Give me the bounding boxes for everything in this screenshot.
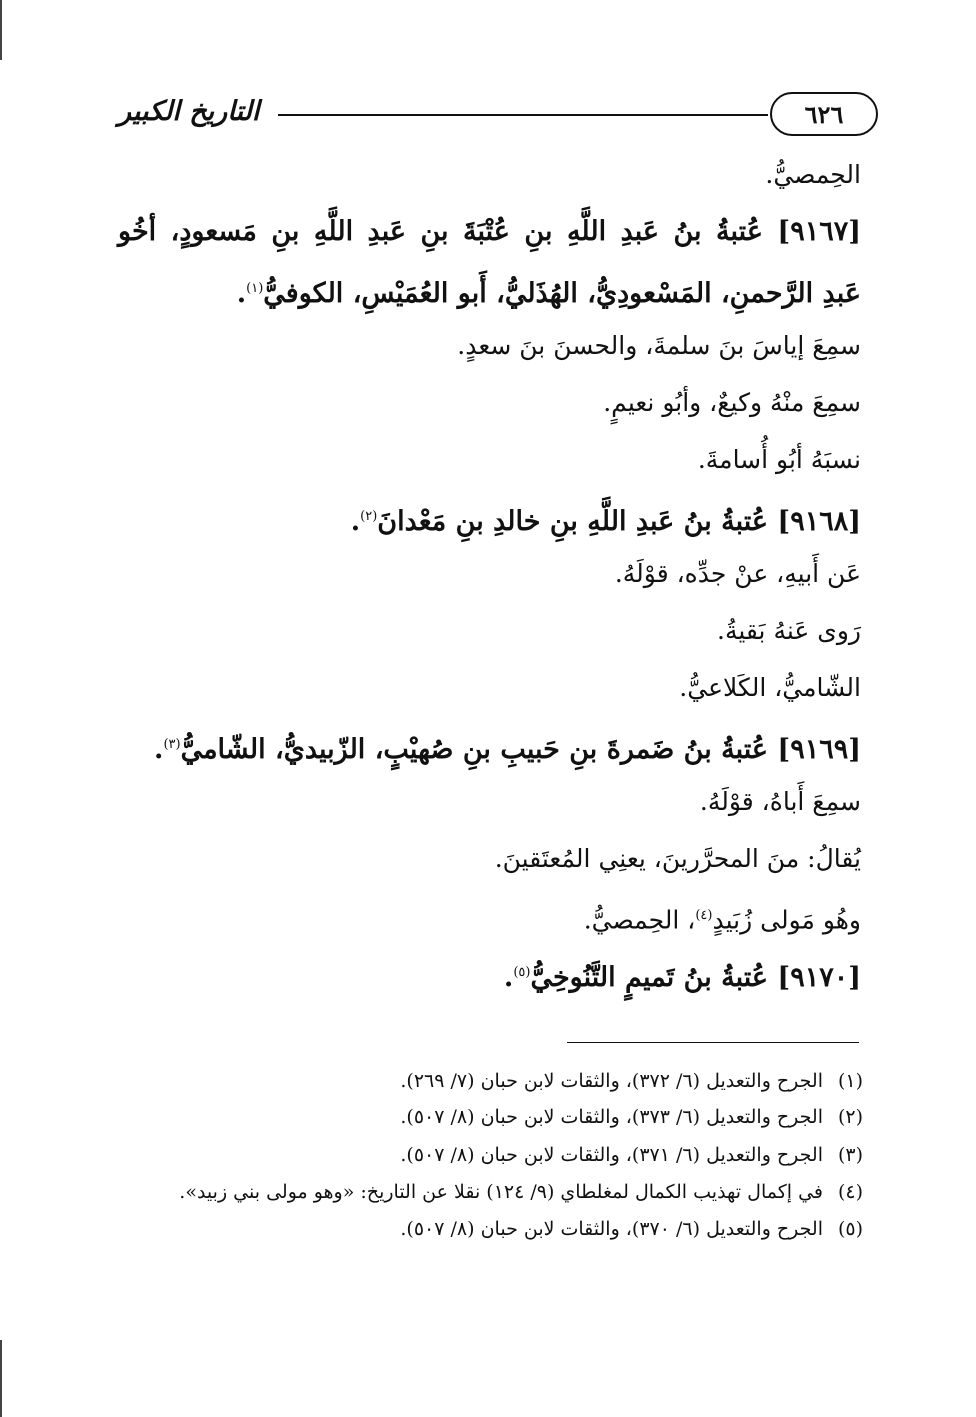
text-line: سمِعَ منْهُ وكيعٌ، وأبُو نعيمٍ. — [603, 388, 861, 417]
binding-mark — [0, 1340, 2, 1417]
binding-mark — [0, 0, 2, 60]
text-line: سمِعَ أَباهُ، قوْلَهُ. — [699, 787, 861, 816]
entry-heading-9169 — [154, 725, 861, 765]
page-header — [118, 92, 878, 138]
entry-text: [٩١٦٩] عُتبةُ بنُ ضَمرةَ بنِ حَبيبِ بنِ صُهيْبٍ، الزّبيديُّ، الشّاميُّ — [180, 734, 861, 765]
footnote-text: الجرح والتعديل (٦/ ٣٧٠)، والثقات لابن حبان (٨/ ٥٠٧). — [400, 1218, 823, 1240]
footnote-ref: (٥) — [513, 965, 531, 980]
footnote-number: (١) — [837, 1070, 863, 1092]
entry-text: [٩١٦٨] عُتبةُ بنُ عَبدِ اللَّهِ بنِ خالدِ بنِ مَعْدانَ — [377, 506, 861, 537]
footnote-ref: (١) — [246, 281, 264, 296]
text-line: عَن أَبيهِ، عنْ جدِّه، قوْلَهُ. — [614, 559, 861, 588]
footnote-text: في إكمال تهذيب الكمال لمغلطاي (٩/ ١٢٤) نقلا عن التاريخ: «وهو مولى بني زبيد». — [179, 1181, 823, 1203]
period: . — [154, 734, 164, 765]
text-line: الحِمصيُّ. — [765, 160, 861, 189]
footnote-number: (٣) — [837, 1144, 863, 1166]
entry-heading-9167-cont — [237, 269, 861, 309]
line-text: وهُو مَولى زُبَيدٍ — [712, 905, 861, 935]
entry-heading-9170 — [504, 953, 861, 993]
period: . — [503, 962, 514, 993]
text-line: نسبَهُ أبُو أُسامةَ. — [697, 445, 861, 474]
text-line: يُقالُ: منَ المحرَّرينَ، يعنِي المُعتَقينَ. — [494, 844, 861, 873]
footnote-ref: (٤) — [695, 908, 713, 923]
footnote-2 — [400, 1102, 863, 1132]
running-title: التاريخ الكبير — [118, 96, 260, 127]
footnote-text: الجرح والتعديل (٦/ ٣٧٢)، والثقات لابن حبان (٧/ ٢٦٩). — [400, 1070, 823, 1092]
footnote-1 — [400, 1066, 863, 1096]
entry-heading-9168 — [351, 497, 861, 537]
footnote-ref: (٢) — [360, 509, 378, 524]
header-rule — [278, 114, 768, 116]
entry-text: [٩١٧٠] عُتبةُ بنُ تَميمٍ التَّنُوخِيُّ — [530, 962, 861, 993]
text-line: سمِعَ إياسَ بنَ سلمةَ، والحسنَ بنَ سعدٍ. — [457, 331, 861, 360]
period: . — [236, 278, 247, 309]
text-line: الشّاميُّ، الكَلاعيُّ. — [679, 673, 861, 702]
page-number: ٦٢٦ — [770, 92, 878, 136]
text-line: رَوى عَنهُ بَقيةُ. — [717, 616, 861, 645]
footnote-number: (٢) — [837, 1106, 863, 1128]
period: . — [350, 506, 361, 537]
text-line — [584, 896, 861, 936]
footnote-text: الجرح والتعديل (٦/ ٣٧١)، والثقات لابن حبان (٨/ ٥٠٧). — [400, 1144, 823, 1166]
entry-heading-9167: [٩١٦٧] عُتبةُ بنُ عَبدِ اللَّهِ بنِ عُتْبَةَ بنِ عَبدِ اللَّهِ بنِ مَسعودٍ، أخُو — [118, 216, 861, 247]
footnote-3 — [400, 1140, 863, 1170]
footnote-text: الجرح والتعديل (٦/ ٣٧٣)، والثقات لابن حبان (٨/ ٥٠٧). — [400, 1106, 823, 1128]
footnote-number: (٤) — [837, 1181, 863, 1203]
entry-text: عَبدِ الرَّحمنِ، المَسْعودِيُّ، الهُذَليُّ، أَبو العُمَيْسِ، الكوفيُّ — [263, 278, 861, 309]
footnote-number: (٥) — [837, 1218, 863, 1240]
footnote-ref: (٣) — [163, 737, 181, 752]
footnote-5 — [400, 1214, 863, 1244]
footnote-rule — [567, 1042, 859, 1043]
line-text-tail: ، الحِمصيُّ. — [583, 905, 696, 935]
footnote-4 — [179, 1177, 863, 1207]
